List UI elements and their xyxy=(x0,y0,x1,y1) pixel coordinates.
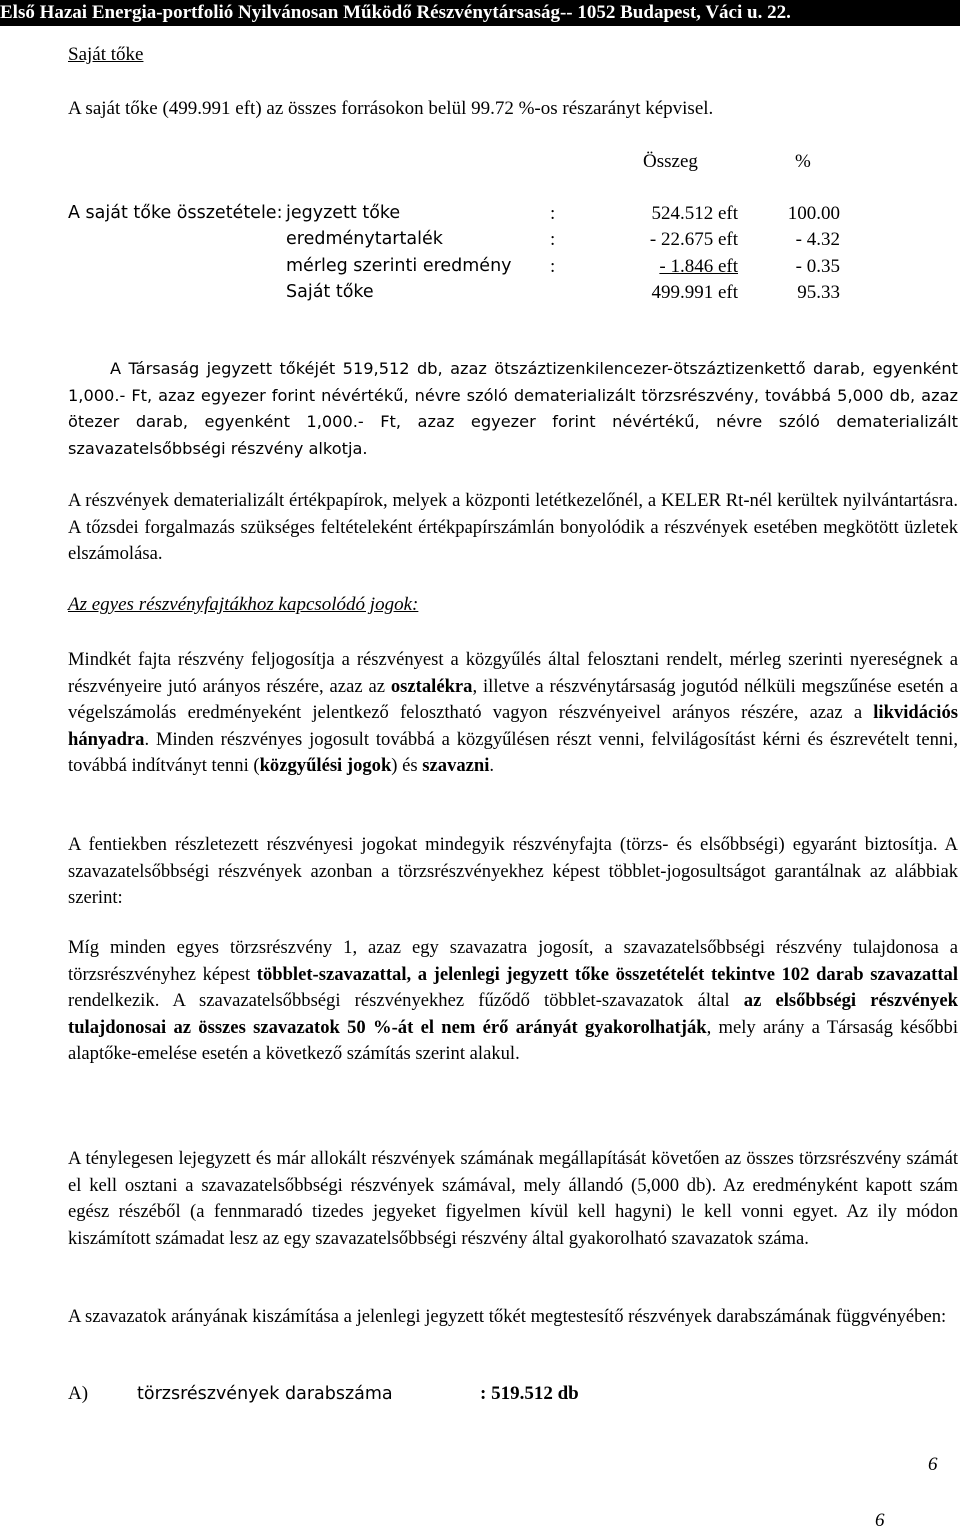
paragraph-dematerialized: A részvények dematerializált értékpapírok, melyek a központi letétkezelőnél, a KELER Rt-nél kerültek nyilvántartásra. A tőzsdei forgalmazás szükséges feltételeként értékpapírszámlán bonyolódik a részvények esetében megkötött üzletek elszámolása. xyxy=(68,490,958,564)
table-row-label: mérleg szerinti eredmény xyxy=(286,256,512,276)
paragraph-preference-rights: A fentiekben részletezett részvényesi jogokat mindegyik részvényfajta (törzs- és elsőbbségi) egyaránt biztosítja. A szavazatelsőbbségi részvények azonban a törzsrészvényekhez képest többlet-jogosultságot garantálnak az alábbiak szerint: xyxy=(68,834,958,908)
col-header-percent: % xyxy=(795,151,811,172)
text-run: ) és xyxy=(391,755,423,776)
table-row-percent: 95.33 xyxy=(797,282,840,303)
bold-term-meeting-rights: közgyűlési jogok xyxy=(259,755,392,776)
paragraph-share-capital: A Társaság jegyzett tőkéjét 519,512 db, azaz ötszáztizenkilencezer-ötszáztizenkettő darab, egyenként 1,000.- Ft, azaz egyezer forint névértékű, névre szóló dematerializált törzsrészvény, továbbá 5,000 db, azaz ötezer darab, egyenként 1,000.- Ft, azaz egyezer forint névértékű, névre szóló dematerializált szavazatelsőbbségi részvény alkotja. xyxy=(68,359,958,458)
text-run: . Minden részvényes jogosult továbbá a közgyűlésen részt venni, felvilágosítást kérni és észrevételt tenni, továbbá indítványt tenni ( xyxy=(68,728,958,776)
text-run: Míg minden egyes törzsrészvény 1, azaz egy szavazatra jogosít, a szavazatelsőbbségi részvény tulajdonosa a törzsrészvényhez képest xyxy=(68,937,958,985)
subheading-rights: Az egyes részvényfajtákhoz kapcsolódó jogok: xyxy=(68,594,419,615)
bold-term-dividend: osztalékra xyxy=(390,675,473,697)
table-row-sep: : xyxy=(550,229,556,250)
text-run: , illetve a részvénytársaság jogutód nélküli megszűnése esetén a végelszámolás eredményeként jelentkező felosztható vagyon részvényeivel arányos részére, azaz a xyxy=(68,675,958,723)
table-row-label: eredménytartalék xyxy=(286,229,443,249)
table-row-percent: - 4.32 xyxy=(795,229,840,250)
table-row-amount: 524.512 eft xyxy=(651,203,738,224)
table-row-label: Saját tőke xyxy=(286,282,374,302)
text-run: Mindkét fajta részvény feljogosítja a részvényest a közgyűlés által felosztani rendelt, mérleg szerinti nyereségnek a részvényeire jutó arányos részére, azaz az xyxy=(68,649,958,697)
paragraph-vote-ratio: A szavazatok arányának kiszámítása a jelenlegi jegyzett tőkét megtestesítő részvények darabszámának függvényében: xyxy=(68,1306,947,1327)
document-header: Első Hazai Energia-portfolió Nyilvánosan Működő Részvénytársaság-- 1052 Budapest, Váci u. 22. xyxy=(0,0,960,26)
table-row-amount: - 1.846 eft xyxy=(659,256,738,277)
section-title: Saját tőke xyxy=(68,44,144,65)
table-row-percent: 100.00 xyxy=(787,203,840,224)
item-a-label: törzsrészvények darabszáma xyxy=(137,1384,393,1404)
text-run: rendelkezik. A szavazatelsőbbségi részvényekhez fűződő többlet-szavazatok által xyxy=(68,990,744,1011)
item-a-value: : 519.512 db xyxy=(480,1383,579,1404)
bold-term-vote: szavazni xyxy=(422,755,490,776)
paragraph-voting xyxy=(68,935,958,1068)
table-row-label: jegyzett tőke xyxy=(286,203,401,223)
table-row-amount: 499.991 eft xyxy=(651,282,738,303)
bold-term-extra-votes: többlet-szavazattal, a jelenlegi jegyzett tőke összetételét tekintve 102 darab szavazattal xyxy=(256,963,958,985)
table-lead-label: A saját tőke összetétele: xyxy=(68,203,283,223)
bold-term-preference-share-limit: az elsőbbségi részvények tulajdonosai az összes szavazatok 50 %-át el nem érő arányát gyakorolhatják xyxy=(68,990,958,1038)
col-header-amount: Összeg xyxy=(643,151,698,172)
table-row-sep: : xyxy=(550,203,556,224)
paragraph-rights xyxy=(68,647,958,780)
page-number-top: 6 xyxy=(928,1454,938,1475)
section-intro: A saját tőke (499.991 eft) az összes forrásokon belül 99.72 %-os részarányt képvisel. xyxy=(68,98,714,119)
bold-term-liquidation: likvidációs hányadra xyxy=(68,702,958,750)
item-a-marker: A) xyxy=(68,1383,89,1404)
text-run: . xyxy=(489,755,495,776)
paragraph-calculation: A ténylegesen lejegyzett és már allokált részvények számának megállapítását követően az összes törzsrészvény számát el kell osztani a szavazatelsőbbségi részvények számával, mely állandó (5,000 db). Az eredményként kapott szám egész részéből (a fennmaradó tizedes jegyeket figyelmen kívül kell hagyni) le kell vonni egyet. Az ily módon kiszámított számadat lesz az egy szavazatelsőbbségi részvény által gyakorolható szavazatok száma. xyxy=(68,1148,958,1249)
page-number-bottom: 6 xyxy=(875,1510,885,1531)
text-run: , mely arány a Társaság későbbi alaptőke-emelése esetén a következő számítás szerint alakul. xyxy=(68,1016,958,1064)
table-row-sep: : xyxy=(550,256,556,277)
table-row-percent: - 0.35 xyxy=(795,256,840,277)
table-row-amount: - 22.675 eft xyxy=(649,229,738,250)
